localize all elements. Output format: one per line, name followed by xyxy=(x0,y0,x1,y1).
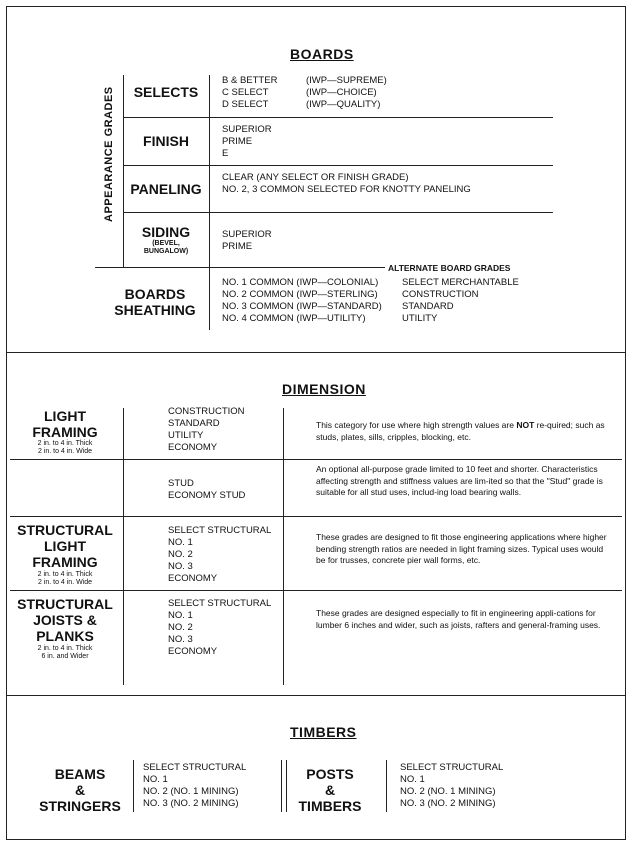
grade: NO. 3 COMMON (IWP—STANDARD) xyxy=(222,301,382,312)
grade: UTILITY xyxy=(402,313,438,324)
light-label: LIGHT xyxy=(44,408,86,424)
grade: NO. 1 xyxy=(400,774,425,785)
width-note: 6 in. and Wider xyxy=(41,653,89,660)
light-framing-description xyxy=(316,420,608,443)
grade: NO. 2 (NO. 1 MINING) xyxy=(143,786,239,797)
dimension-title: DIMENSION xyxy=(282,381,366,397)
structural-label: STRUCTURAL xyxy=(17,522,113,538)
timbers-title: TIMBERS xyxy=(290,724,357,740)
selects-label: SELECTS xyxy=(133,84,199,100)
grade: NO. 2 (NO. 1 MINING) xyxy=(400,786,496,797)
desc-text: This category for use where high strength values are xyxy=(316,420,517,430)
row-divider xyxy=(95,267,385,268)
beams-grades xyxy=(143,762,246,810)
grade: PRIME xyxy=(222,136,253,147)
selects-grades xyxy=(222,75,277,111)
iwp-grade: (IWP—QUALITY) xyxy=(306,99,381,110)
stringers-label: STRINGERS xyxy=(39,798,121,814)
grade: B & BETTER xyxy=(222,75,278,86)
sheathing-grades xyxy=(222,277,382,325)
alternate-board-grades-header: ALTERNATE BOARD GRADES xyxy=(388,263,511,273)
section-divider xyxy=(6,352,626,353)
grade: SELECT STRUCTURAL xyxy=(143,762,247,773)
thickness-note: 2 in. to 4 in. Thick xyxy=(37,645,93,652)
dimension-mid-rule xyxy=(283,408,284,685)
boards-label: BOARDS xyxy=(124,286,186,302)
alternate-grades xyxy=(402,277,519,325)
timbers-rule xyxy=(133,760,134,812)
grade: NO. 2 xyxy=(168,549,193,560)
desc-emphasis: NOT xyxy=(516,420,535,430)
grade: SELECT STRUCTURAL xyxy=(168,598,272,609)
posts-label: POSTS xyxy=(306,766,354,782)
siding-sub: (BEVEL, BUNGALOW) xyxy=(143,240,189,255)
grade: NO. 1 COMMON (IWP—COLONIAL) xyxy=(222,277,379,288)
timbers-rule xyxy=(286,760,287,812)
grade: NO. 3 xyxy=(168,634,193,645)
framing-label: FRAMING xyxy=(32,554,98,570)
grade: UTILITY xyxy=(168,430,204,441)
siding-grades xyxy=(222,229,272,253)
structural-joists-grades xyxy=(168,598,271,658)
stud-description: An optional all-purpose grade limited to 10 feet and shorter. Characteristics affecting strength and stiffness values are lim-ited so that the "Stud" grade is suitable for all stud uses, includ-ing load bearing walls. xyxy=(316,464,603,497)
section-divider xyxy=(6,695,626,696)
beams-label: BEAMS xyxy=(54,766,106,782)
row-divider xyxy=(10,516,622,517)
thickness-note: 2 in. to 4 in. Thick xyxy=(37,440,93,447)
row-divider xyxy=(123,165,553,166)
grade: STANDARD xyxy=(168,418,220,429)
grade: STUD xyxy=(168,478,194,489)
paneling-label: PANELING xyxy=(130,181,202,197)
grade: NO. 3 (NO. 2 MINING) xyxy=(143,798,239,809)
row-divider xyxy=(123,117,553,118)
grade: ECONOMY xyxy=(168,442,218,453)
light-label: LIGHT xyxy=(44,538,86,554)
grade: NO. 2 COMMON (IWP—STERLING) xyxy=(222,289,378,300)
finish-label: FINISH xyxy=(143,133,189,149)
structural-light-description: These grades are designed to fit those engineering applications where higher bending strength ratios are needed in light framing sizes. Typical uses would be for trusses, concrete pier wall forms, etc. xyxy=(316,532,607,565)
boards-left-rule xyxy=(123,75,124,268)
iwp-grade: (IWP—CHOICE) xyxy=(306,87,377,98)
grade: ECONOMY xyxy=(168,573,218,584)
grade: NO. 2 xyxy=(168,622,193,633)
stud-grades xyxy=(168,478,245,502)
thickness-note: 2 in. to 4 in. Thick xyxy=(37,571,93,578)
grade: PRIME xyxy=(222,241,253,252)
grade: CONSTRUCTION xyxy=(402,289,479,300)
finish-grades xyxy=(222,124,272,160)
grade: NO. 3 (NO. 2 MINING) xyxy=(400,798,496,809)
selects-iwp xyxy=(306,75,387,111)
sheathing-label: SHEATHING xyxy=(114,302,196,318)
row-divider xyxy=(10,459,622,460)
iwp-grade: (IWP—SUPREME) xyxy=(306,75,387,86)
width-note: 2 in. to 4 in. Wide xyxy=(37,579,93,586)
desc-text: re-quired; such as studs, plates, sills, cripples, blocking, etc. xyxy=(316,420,605,442)
structural-label: STRUCTURAL xyxy=(17,596,113,612)
framing-label: FRAMING xyxy=(32,424,98,440)
timbers-rule xyxy=(281,760,282,812)
grade: NO. 2, 3 COMMON SELECTED FOR KNOTTY PANELING xyxy=(222,184,471,195)
grade: E xyxy=(222,148,229,159)
joists-label: JOISTS & xyxy=(33,612,97,628)
grade: NO. 1 xyxy=(168,610,193,621)
grade: SUPERIOR xyxy=(222,229,272,240)
timbers-label: TIMBERS xyxy=(298,798,362,814)
planks-label: PLANKS xyxy=(36,628,94,644)
appearance-grades-label: APPEARANCE GRADES xyxy=(103,86,115,222)
ampersand: & xyxy=(74,782,86,798)
timbers-rule xyxy=(386,760,387,812)
posts-grades xyxy=(400,762,503,810)
structural-light-grades xyxy=(168,525,271,585)
grade: SELECT STRUCTURAL xyxy=(168,525,272,536)
boards-title: BOARDS xyxy=(290,46,354,62)
grade: SELECT STRUCTURAL xyxy=(400,762,504,773)
dimension-left-rule xyxy=(123,408,124,685)
grade: ECONOMY STUD xyxy=(168,490,246,501)
grade: NO. 3 xyxy=(168,561,193,572)
grade: SUPERIOR xyxy=(222,124,272,135)
grade: C SELECT xyxy=(222,87,269,98)
grade: STANDARD xyxy=(402,301,454,312)
grade: NO. 4 COMMON (IWP—UTILITY) xyxy=(222,313,366,324)
row-divider xyxy=(10,590,622,591)
paneling-grades xyxy=(222,172,471,196)
width-note: 2 in. to 4 in. Wide xyxy=(37,448,93,455)
light-framing-grades xyxy=(168,406,245,454)
grade: ECONOMY xyxy=(168,646,218,657)
siding-label: SIDING xyxy=(141,224,191,240)
ampersand: & xyxy=(324,782,336,798)
row-divider xyxy=(123,212,553,213)
grade: CLEAR (ANY SELECT OR FINISH GRADE) xyxy=(222,172,409,183)
grade: SELECT MERCHANTABLE xyxy=(402,277,519,288)
grade: D SELECT xyxy=(222,99,269,110)
structural-joists-description: These grades are designed especially to fit in engineering appli-cations for lumber 6 inches and wider, such as joists, rafters and general-framing uses. xyxy=(316,608,601,630)
grade: CONSTRUCTION xyxy=(168,406,245,417)
grade: NO. 1 xyxy=(143,774,168,785)
grade: NO. 1 xyxy=(168,537,193,548)
